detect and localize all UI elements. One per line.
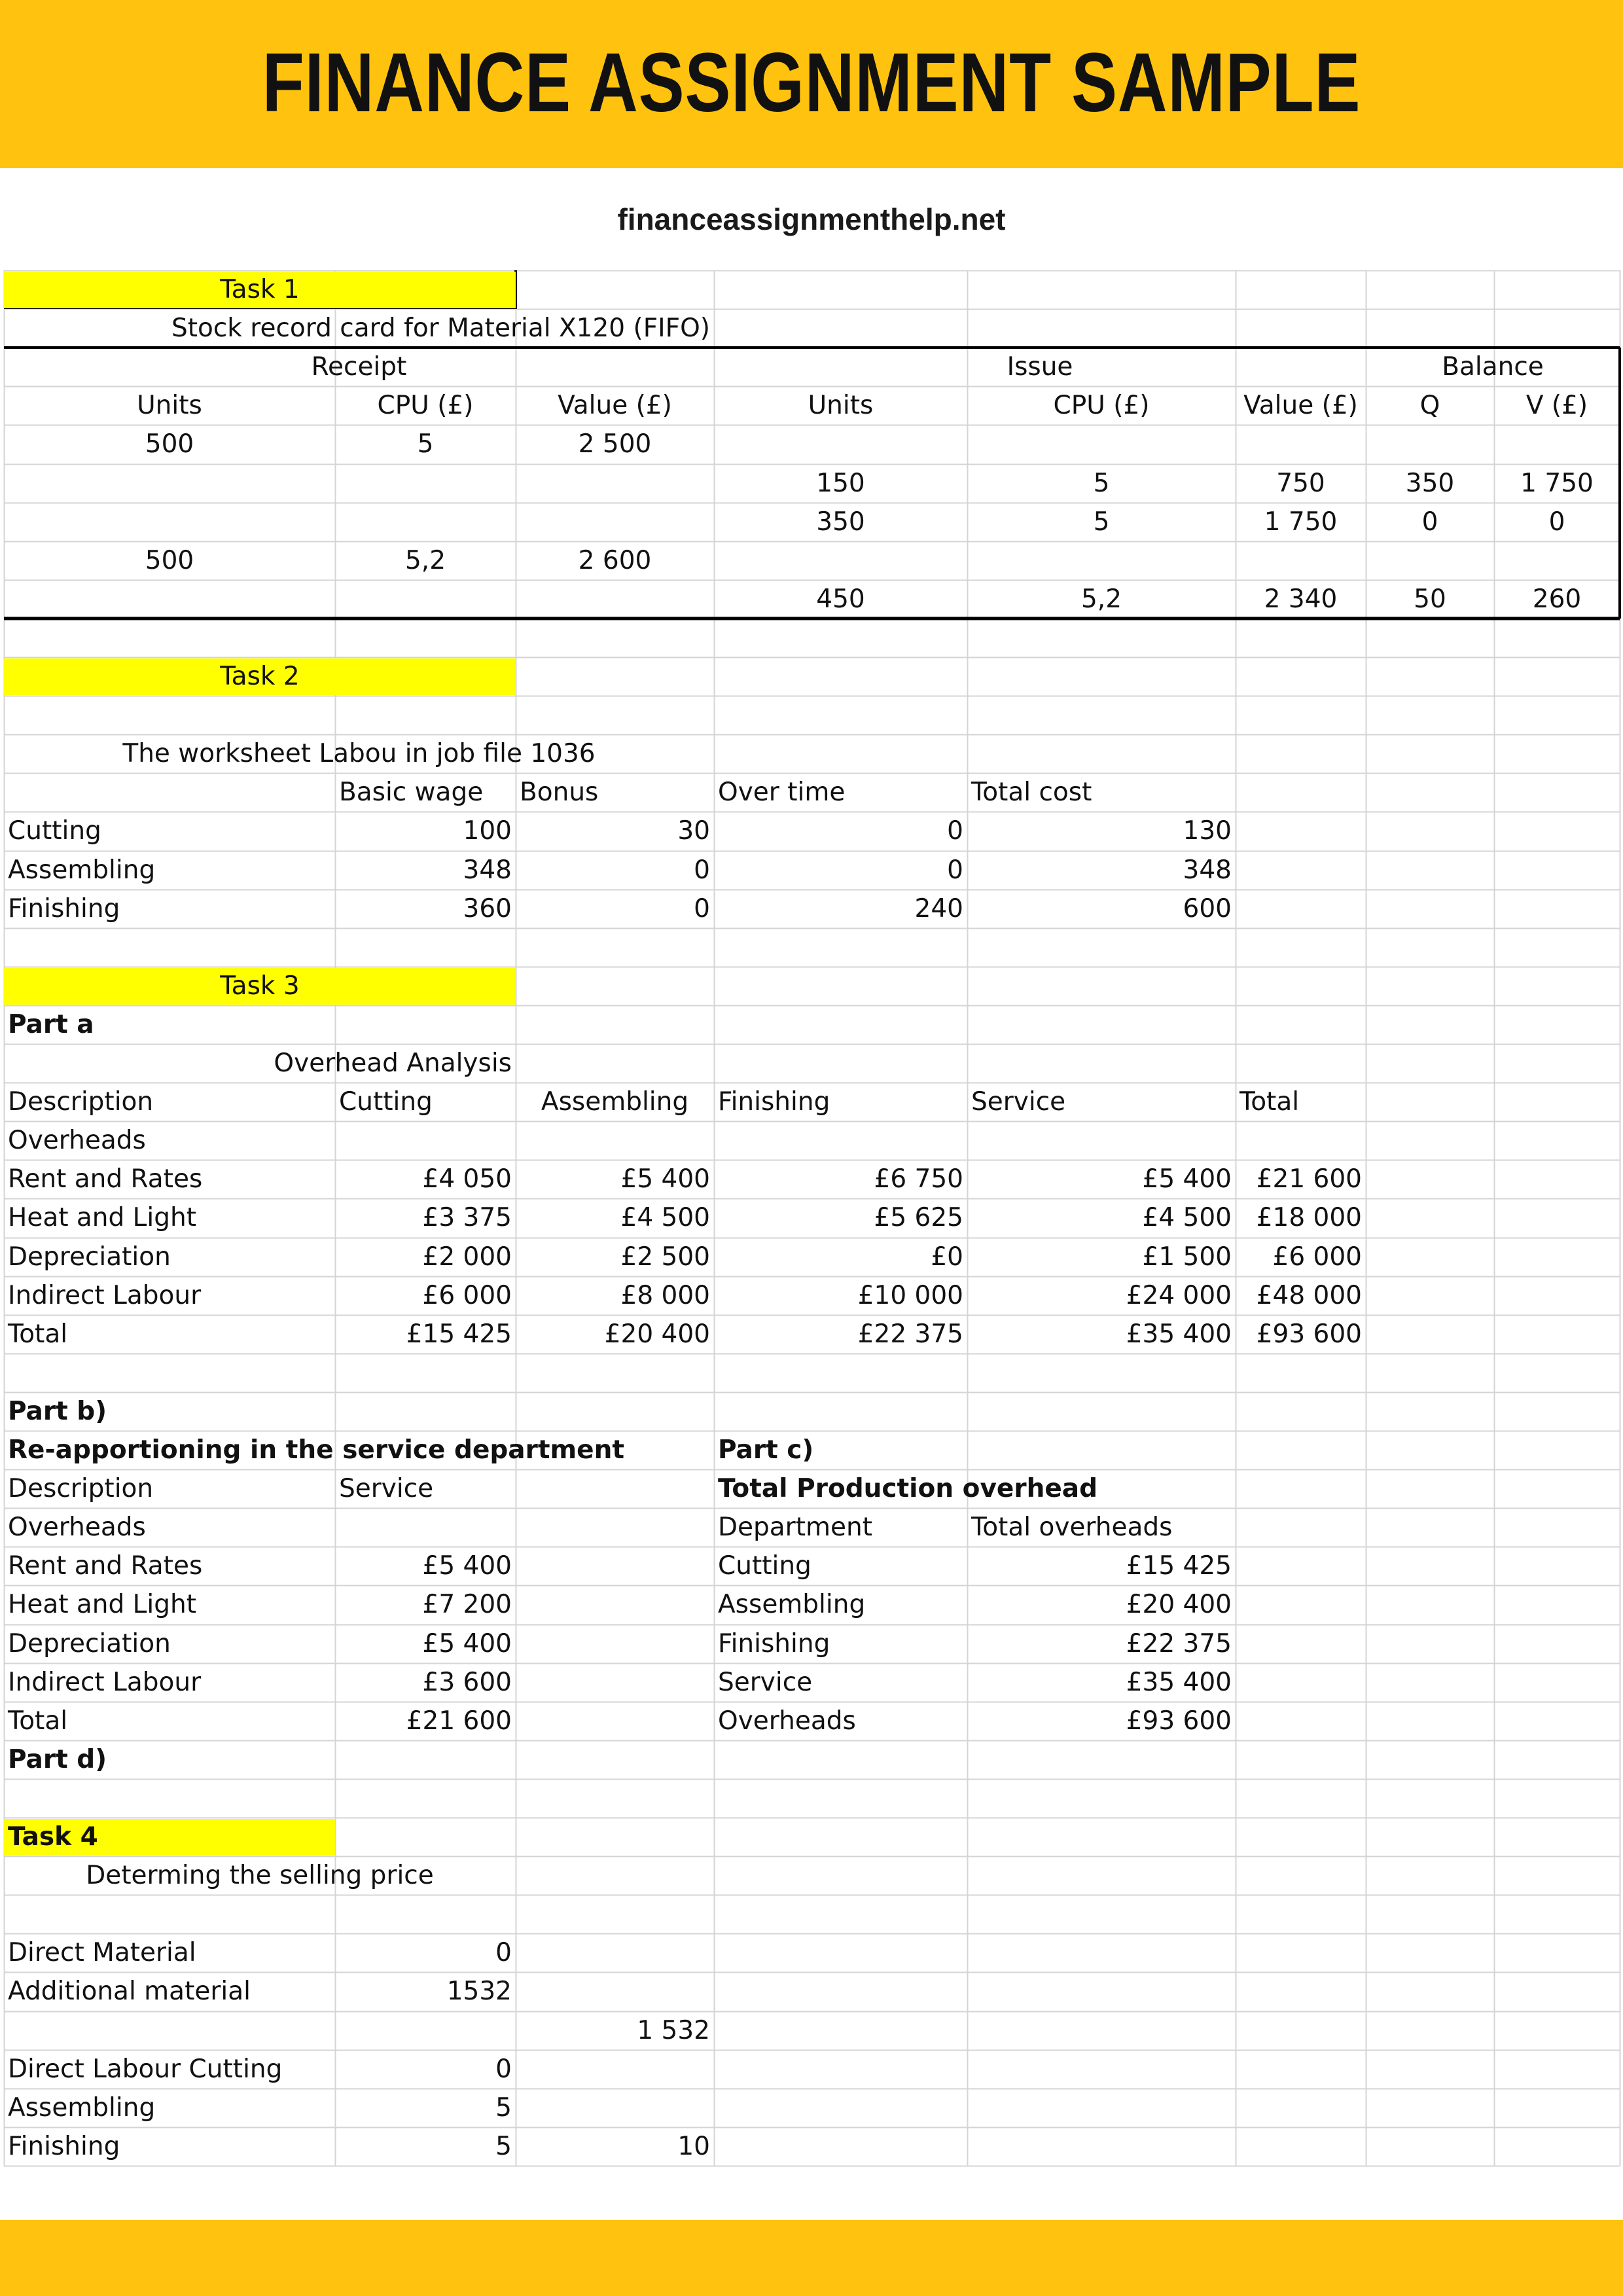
sheet-cell[interactable]: Additional material: [8, 1977, 251, 2006]
sheet-cell[interactable]: Total: [8, 1706, 68, 1736]
sheet-cell[interactable]: £15 425: [406, 1319, 512, 1349]
sheet-cell[interactable]: 5: [1093, 507, 1110, 537]
sheet-cell[interactable]: £2 000: [422, 1242, 512, 1272]
sheet-cell[interactable]: 260: [1532, 584, 1582, 614]
sheet-cell[interactable]: 500: [145, 546, 194, 575]
sheet-cell[interactable]: Assembling: [541, 1087, 689, 1117]
footer-banner: [0, 2220, 1623, 2296]
sheet-cell[interactable]: Overhead Analysis: [274, 1049, 512, 1078]
sheet-cell[interactable]: £5 625: [874, 1203, 963, 1232]
sheet-cell[interactable]: £35 400: [1126, 1319, 1232, 1349]
sheet-cell[interactable]: Task 2: [220, 662, 300, 691]
sheet-cell[interactable]: £22 375: [1126, 1629, 1232, 1659]
sheet-cell[interactable]: Rent and Rates: [8, 1551, 203, 1581]
sheet-cell[interactable]: £20 400: [604, 1319, 710, 1349]
sheet-cell[interactable]: Part c): [718, 1435, 814, 1465]
sheet-cell[interactable]: CPU (£): [1053, 391, 1150, 420]
sheet-cell[interactable]: Assembling: [8, 2093, 156, 2123]
sheet-cell[interactable]: 348: [463, 855, 512, 885]
sheet-cell[interactable]: £22 375: [857, 1319, 963, 1349]
sheet-cell[interactable]: Value (£): [1243, 391, 1358, 420]
sheet-cell[interactable]: Finishing: [718, 1629, 830, 1659]
sheet-cell[interactable]: Determing the selling price: [86, 1861, 434, 1890]
sheet-cell[interactable]: Assembling: [718, 1590, 866, 1619]
sheet-cell[interactable]: Overheads: [8, 1513, 146, 1542]
sheet-cell[interactable]: £3 375: [422, 1203, 512, 1232]
sheet-cell[interactable]: Task 1: [220, 275, 300, 304]
sheet-cell[interactable]: Part d): [8, 1745, 107, 1774]
sheet-cell[interactable]: 5: [1093, 469, 1110, 498]
sheet-cell[interactable]: Q: [1419, 391, 1440, 420]
sheet-cell[interactable]: 240: [914, 894, 963, 924]
sheet-cell[interactable]: 5: [495, 2132, 512, 2161]
sheet-cell[interactable]: Receipt: [311, 352, 407, 382]
sheet-cell[interactable]: 100: [463, 816, 512, 846]
sheet-cell[interactable]: 350: [816, 507, 865, 537]
sheet-cell[interactable]: V (£): [1525, 391, 1588, 420]
sheet-cell[interactable]: Balance: [1442, 352, 1544, 382]
sheet-cell[interactable]: Overheads: [8, 1126, 146, 1155]
site-url: financeassignmenthelp.net: [617, 202, 1006, 236]
sheet-cell[interactable]: Description: [8, 1087, 154, 1117]
sheet-cell[interactable]: Issue: [1007, 352, 1073, 382]
sheet-cell[interactable]: Service: [971, 1087, 1066, 1117]
sheet-cell[interactable]: Finishing: [8, 894, 120, 924]
sheet-cell[interactable]: £6 000: [422, 1281, 512, 1310]
sheet-cell[interactable]: £24 000: [1126, 1281, 1232, 1310]
sheet-cell[interactable]: 0: [1548, 507, 1565, 537]
sheet-cell[interactable]: £4 050: [422, 1164, 512, 1194]
sheet-cell[interactable]: Service: [718, 1668, 813, 1697]
sheet-cell[interactable]: £93 600: [1126, 1706, 1232, 1736]
sheet-cell[interactable]: 2 600: [578, 546, 652, 575]
sheet-cell[interactable]: 1 750: [1264, 507, 1338, 537]
sheet-cell[interactable]: 2 500: [578, 429, 652, 459]
sheet-cell[interactable]: 0: [694, 855, 710, 885]
sheet-cell[interactable]: Stock record card for Material X120 (FIFO): [171, 314, 710, 343]
sheet-cell[interactable]: The worksheet Labou in job file 1036: [122, 739, 596, 768]
sheet-cell[interactable]: Total overheads: [971, 1513, 1173, 1542]
sheet-cell[interactable]: 5,2: [1080, 584, 1122, 614]
sheet-cell[interactable]: Service: [339, 1474, 434, 1503]
sheet-cell[interactable]: 0: [947, 816, 963, 846]
sheet-cell[interactable]: 30: [677, 816, 710, 846]
sheet-cell[interactable]: 5,2: [404, 546, 446, 575]
sheet-cell[interactable]: 2 340: [1264, 584, 1338, 614]
sheet-cell[interactable]: 50: [1414, 584, 1446, 614]
sheet-cell[interactable]: £93 600: [1256, 1319, 1362, 1349]
sheet-cell[interactable]: Indirect Labour: [8, 1668, 202, 1697]
sheet-cell[interactable]: Part a: [8, 1010, 94, 1039]
sheet-cell[interactable]: Basic wage: [339, 778, 484, 807]
sheet-cell[interactable]: £10 000: [857, 1281, 963, 1310]
sheet-cell[interactable]: Cutting: [8, 816, 101, 846]
sheet-cell[interactable]: £6 750: [874, 1164, 963, 1194]
sheet-cell[interactable]: Cutting: [339, 1087, 433, 1117]
sheet-cell[interactable]: 130: [1183, 816, 1232, 846]
sheet-cell[interactable]: Total: [8, 1319, 68, 1349]
sheet-cell[interactable]: Direct Material: [8, 1938, 196, 1967]
sheet-cell[interactable]: Rent and Rates: [8, 1164, 203, 1194]
sheet-cell[interactable]: Total: [1240, 1087, 1300, 1117]
sheet-cell[interactable]: 600: [1183, 894, 1232, 924]
sheet-cell[interactable]: Assembling: [8, 855, 156, 885]
sheet-cell[interactable]: Bonus: [520, 778, 599, 807]
sheet-cell[interactable]: Indirect Labour: [8, 1281, 202, 1310]
sheet-cell[interactable]: Description: [8, 1474, 154, 1503]
sheet-cell[interactable]: £8 000: [620, 1281, 710, 1310]
sheet-cell[interactable]: £0: [931, 1242, 963, 1272]
sheet-cell[interactable]: 0: [947, 855, 963, 885]
sheet-cell[interactable]: £5 400: [620, 1164, 710, 1194]
sheet-cell[interactable]: Over time: [718, 778, 846, 807]
sheet-cell[interactable]: £3 600: [422, 1668, 512, 1697]
sheet-cell[interactable]: £48 000: [1256, 1281, 1362, 1310]
page-title: FINANCE ASSIGNMENT SAMPLE: [262, 36, 1361, 130]
sheet-cell[interactable]: Finishing: [8, 2132, 120, 2161]
sheet-cell[interactable]: 1532: [446, 1977, 512, 2006]
sheet-cell[interactable]: £2 500: [620, 1242, 710, 1272]
sheet-cell[interactable]: 0: [694, 894, 710, 924]
sheet-cell[interactable]: Units: [808, 391, 874, 420]
sheet-cell[interactable]: £18 000: [1256, 1203, 1362, 1232]
sheet-cell[interactable]: Part b): [8, 1397, 107, 1426]
sheet-cell[interactable]: £35 400: [1126, 1668, 1232, 1697]
sheet-cell[interactable]: Direct Labour Cutting: [8, 2054, 283, 2084]
sheet-cell[interactable]: Heat and Light: [8, 1203, 197, 1232]
sheet-cell[interactable]: 0: [495, 1938, 512, 1967]
spreadsheet: [0, 270, 1623, 2220]
sheet-cell[interactable]: £7 200: [422, 1590, 512, 1619]
header-banner: [0, 0, 1623, 168]
sheet-cell[interactable]: 1 750: [1520, 469, 1594, 498]
sheet-cell[interactable]: Re-apportioning in the service department: [8, 1435, 624, 1465]
sheet-cell[interactable]: CPU (£): [377, 391, 474, 420]
sheet-cell[interactable]: Heat and Light: [8, 1590, 197, 1619]
sheet-cell[interactable]: £4 500: [1142, 1203, 1232, 1232]
sheet-cell[interactable]: 1 532: [637, 2016, 710, 2045]
sheet-cell[interactable]: 750: [1276, 469, 1325, 498]
sheet-cell[interactable]: Department: [718, 1513, 872, 1542]
sheet-cell[interactable]: £6 000: [1272, 1242, 1362, 1272]
sheet-cell[interactable]: 10: [677, 2132, 710, 2161]
sheet-cell[interactable]: Depreciation: [8, 1629, 171, 1659]
sheet-cell[interactable]: £5 400: [422, 1551, 512, 1581]
sheet-cell[interactable]: 450: [816, 584, 865, 614]
sheet-cell[interactable]: £5 400: [1142, 1164, 1232, 1194]
sheet-cell[interactable]: £15 425: [1126, 1551, 1232, 1581]
sheet-cell[interactable]: £21 600: [1256, 1164, 1362, 1194]
sheet-cell[interactable]: Value (£): [558, 391, 672, 420]
sheet-cell[interactable]: 150: [816, 469, 865, 498]
sheet-cell[interactable]: £1 500: [1142, 1242, 1232, 1272]
sheet-cell[interactable]: Total Production overhead: [718, 1474, 1098, 1503]
sheet-cell[interactable]: £20 400: [1126, 1590, 1232, 1619]
sheet-cell[interactable]: £4 500: [620, 1203, 710, 1232]
sheet-cell[interactable]: 0: [1421, 507, 1438, 537]
sheet-cell[interactable]: Finishing: [718, 1087, 830, 1117]
sheet-cell[interactable]: Task 4: [8, 1822, 98, 1852]
sheet-cell[interactable]: 350: [1405, 469, 1455, 498]
sheet-cell[interactable]: Depreciation: [8, 1242, 171, 1272]
sheet-cell[interactable]: 360: [463, 894, 512, 924]
sheet-cell[interactable]: £5 400: [422, 1629, 512, 1659]
sheet-cell[interactable]: Cutting: [718, 1551, 812, 1581]
sheet-cell[interactable]: 348: [1183, 855, 1232, 885]
sheet-cell[interactable]: 5: [417, 429, 434, 459]
sheet-cell[interactable]: Task 3: [220, 971, 300, 1001]
sheet-cell[interactable]: 500: [145, 429, 194, 459]
sheet-cell[interactable]: 5: [495, 2093, 512, 2123]
sheet-cell[interactable]: Units: [137, 391, 202, 420]
sheet-cell[interactable]: Overheads: [718, 1706, 856, 1736]
sheet-cell[interactable]: 0: [495, 2054, 512, 2084]
sheet-cell[interactable]: Total cost: [971, 778, 1092, 807]
sheet-cell[interactable]: £21 600: [406, 1706, 512, 1736]
